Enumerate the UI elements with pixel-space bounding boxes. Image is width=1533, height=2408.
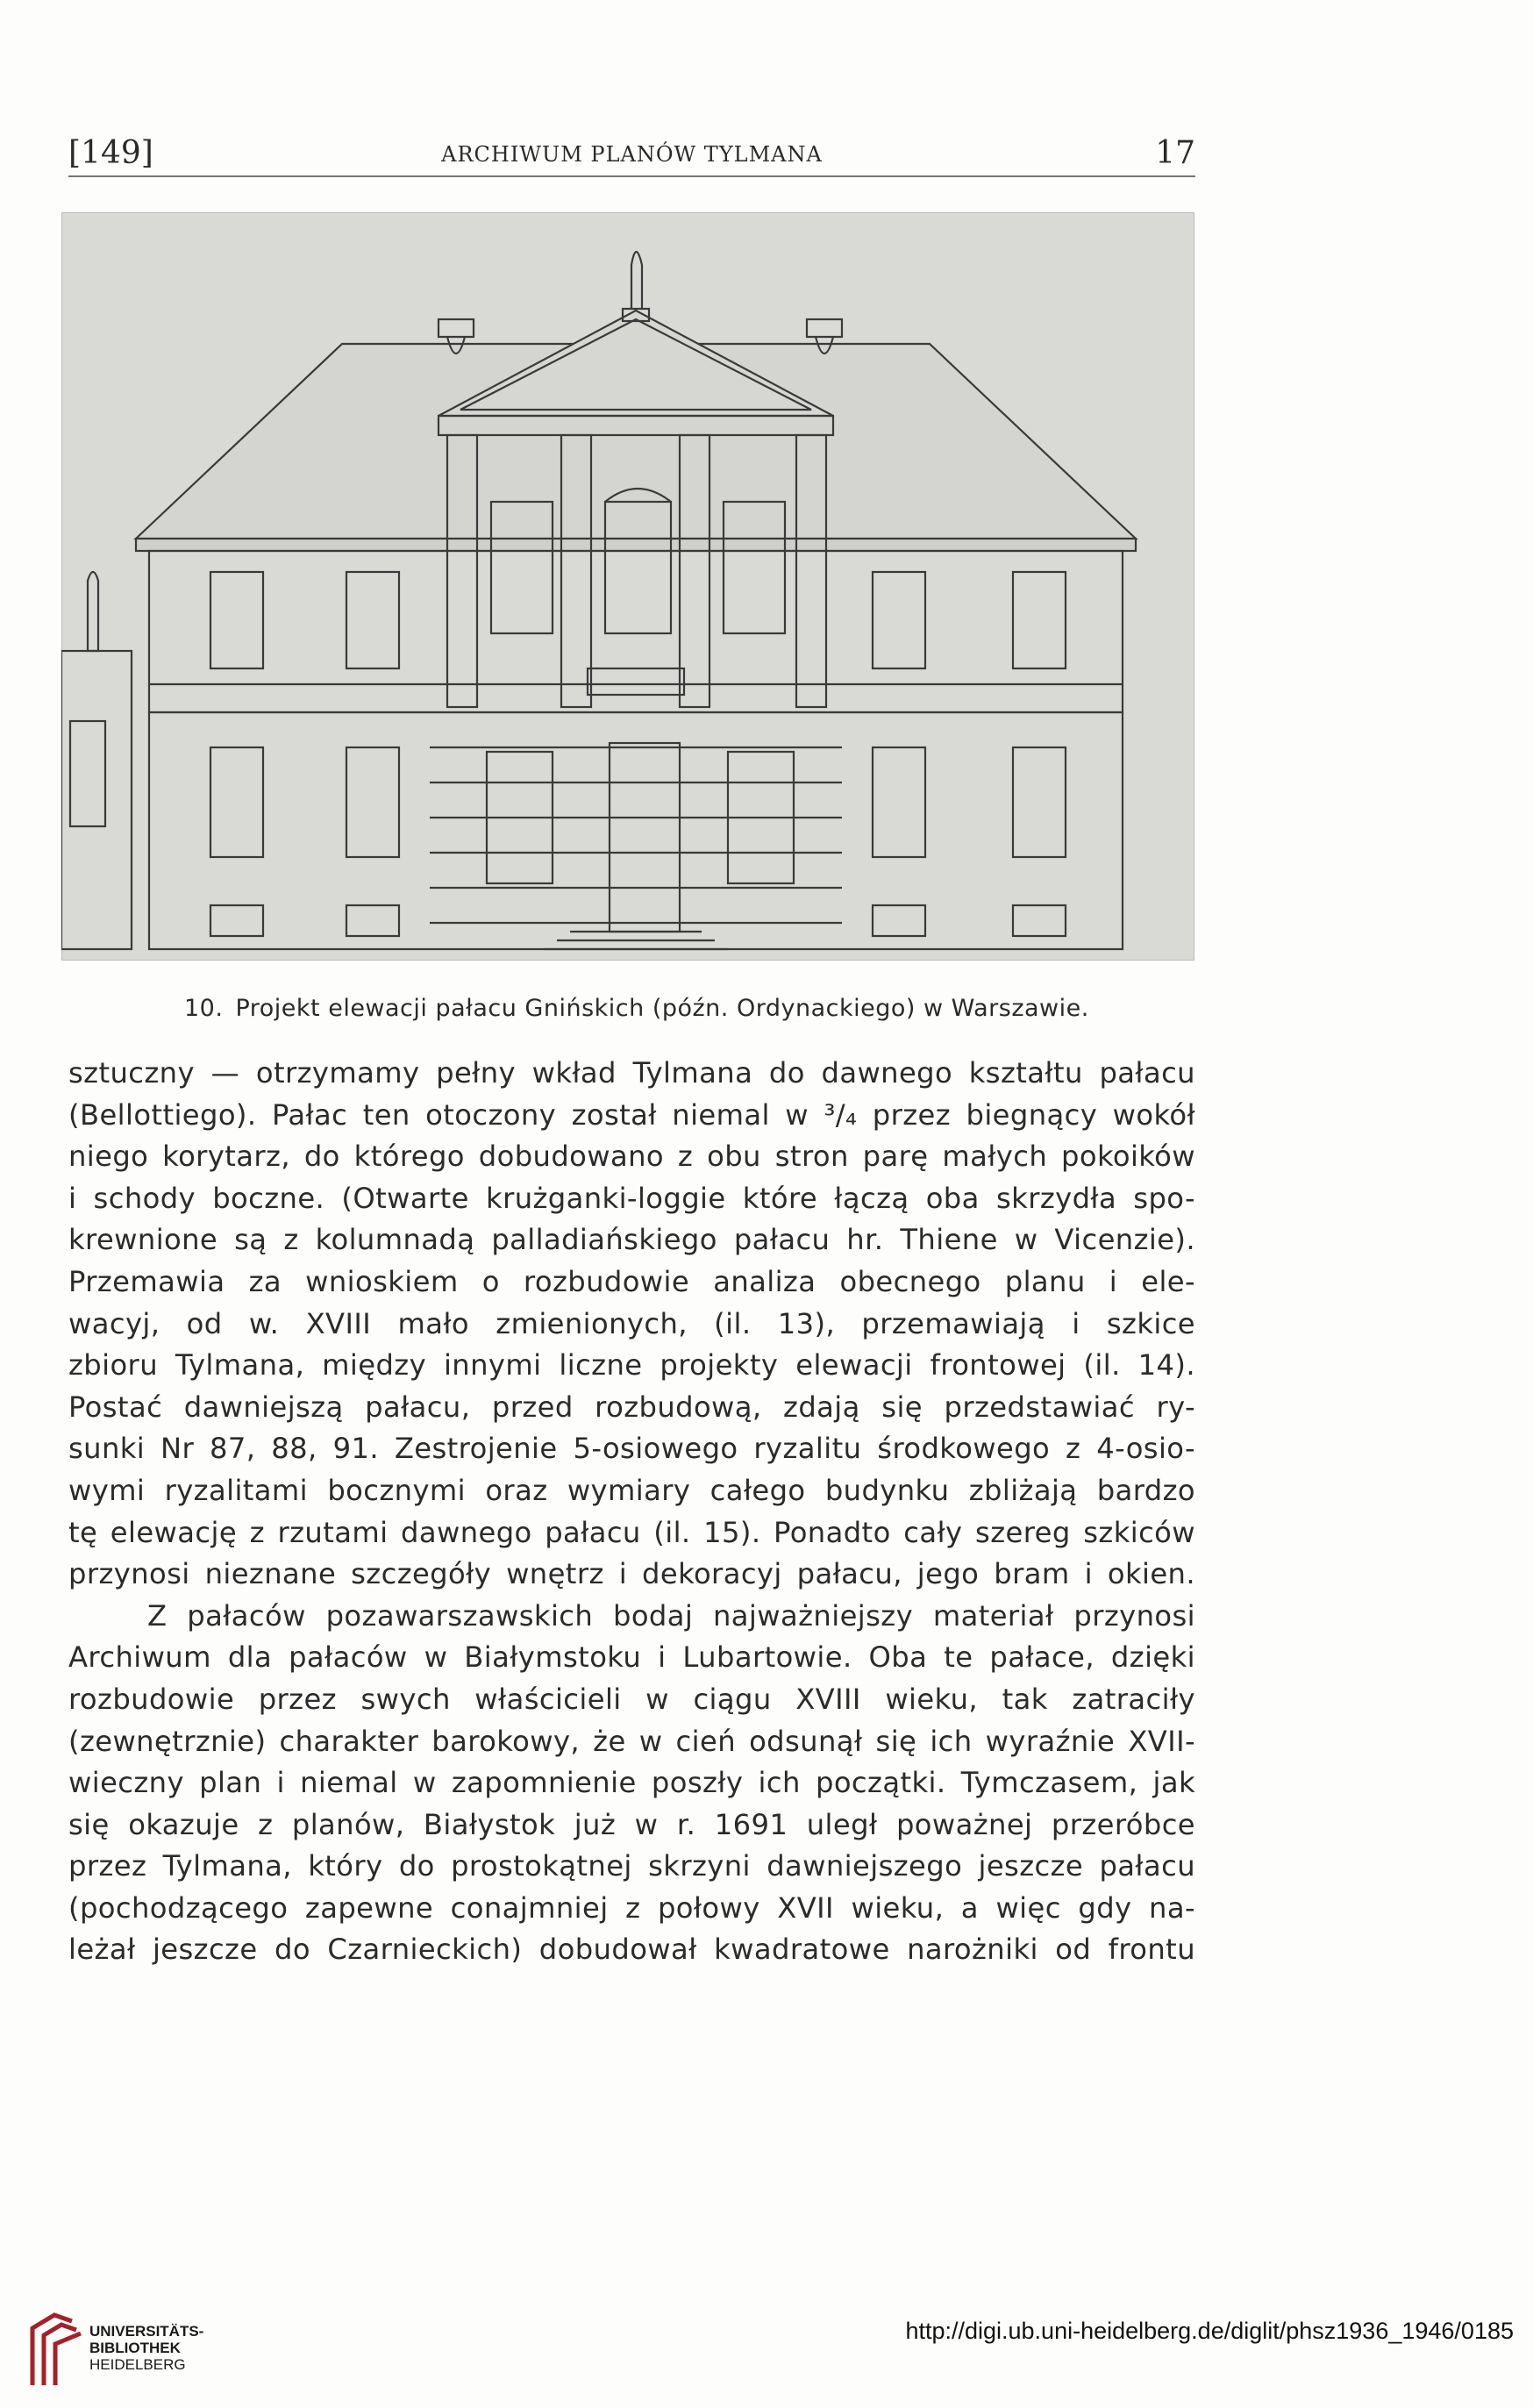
text-line: Przemawia za wnioskiem o rozbudowie analiza obecnego planu i ele- xyxy=(68,1264,1195,1298)
text-line: sunki Nr 87, 88, 91. Zestrojenie 5-osiowego ryzalitu środkowego z 4-osio- xyxy=(68,1432,1195,1466)
text-line: się okazuje z planów, Białystok już w r. 1691 uległ poważnej przeróbce xyxy=(68,1807,1195,1841)
library-name-line1: UNIVERSITÄTS- xyxy=(89,2323,204,2340)
library-name xyxy=(89,2323,203,2373)
figure-caption xyxy=(184,995,1102,1022)
library-name-line3: HEIDELBERG xyxy=(89,2356,186,2373)
text-line: niego korytarz, do którego dobudowano z obu stron parę małych pokoików xyxy=(68,1140,1195,1174)
text-line: Postać dawniejszą pałacu, przed rozbudową, zdają się przedstawiać ry- xyxy=(68,1390,1195,1424)
page-header xyxy=(68,132,1195,177)
text-line: krewnione są z kolumnadą palladiańskiego pałacu hr. Thiene w Vicenzie). xyxy=(68,1223,1195,1257)
text-line: tę elewację z rzutami dawnego pałacu (il. 15). Ponadto cały szereg szkiców xyxy=(68,1515,1195,1549)
figure-number: 10. xyxy=(184,995,224,1022)
text-line: przez Tylmana, który do prostokątnej skrzyni dawniejszego jeszcze pałacu xyxy=(68,1849,1195,1883)
facade-drawing-figure xyxy=(61,212,1194,961)
university-library-logo-icon xyxy=(19,2311,89,2390)
text-line: Z pałaców pozawarszawskich bodaj najważniejszy materiał przynosi xyxy=(147,1598,1195,1633)
text-line: leżał jeszcze do Czarnieckich) dobudował kwadratowe narożniki od frontu xyxy=(68,1933,1195,1967)
figure-caption-text: Projekt elewacji pałacu Gnińskich (późn. Ordynackiego) w Warszawie. xyxy=(235,995,1089,1022)
text-line: i schody boczne. (Otwarte krużganki-loggie które łączą oba skrzydła spo- xyxy=(68,1181,1195,1215)
body-text xyxy=(68,1053,1195,1971)
text-line: Archiwum dla pałaców w Białymstoku i Lubartowie. Oba te pałace, dzięki xyxy=(68,1640,1195,1675)
source-url-link[interactable]: http://digi.ub.uni-heidelberg.de/diglit/phsz1936_1946/0185 xyxy=(905,2318,1514,2344)
running-title: ARCHIWUM PLANÓW TYLMANA xyxy=(441,142,823,167)
page-bracket-number: [149] xyxy=(68,135,153,171)
text-line: (zewnętrznie) charakter barokowy, że w cień odsunął się ich wyraźnie XVII- xyxy=(68,1724,1195,1758)
library-name-line2: BIBLIOTHEK xyxy=(89,2340,181,2356)
text-line: przynosi nieznane szczegóły wnętrz i dekoracyj pałacu, jego bram i okien. xyxy=(68,1557,1195,1591)
text-line: wieczny plan i niemal w zapomnienie poszły ich początki. Tymczasem, jak xyxy=(68,1766,1195,1800)
text-line: rozbudowie przez swych właścicieli w ciągu XVIII wieku, tak zatraciły xyxy=(68,1682,1195,1716)
text-line: zbioru Tylmana, między innymi liczne projekty elewacji frontowej (il. 14). xyxy=(68,1348,1195,1383)
page-number: 17 xyxy=(1155,135,1195,171)
palace-facade-drawing xyxy=(61,212,1194,961)
page-footer xyxy=(0,2298,1533,2408)
text-line: wymi ryzalitami bocznymi oraz wymiary całego budynku zbliżają bardzo xyxy=(68,1473,1195,1507)
text-line: sztuczny — otrzymamy pełny wkład Tylmana do dawnego kształtu pałacu xyxy=(68,1056,1195,1090)
text-line: (pochodzącego zapewne conajmniej z połowy XVII wieku, a więc gdy na- xyxy=(68,1890,1195,1925)
text-line: wacyj, od w. XVIII mało zmienionych, (il. 13), przemawiają i szkice xyxy=(68,1306,1195,1340)
text-line: (Bellottiego). Pałac ten otoczony został niemal w ³/₄ przez biegnący wokół xyxy=(68,1097,1195,1132)
